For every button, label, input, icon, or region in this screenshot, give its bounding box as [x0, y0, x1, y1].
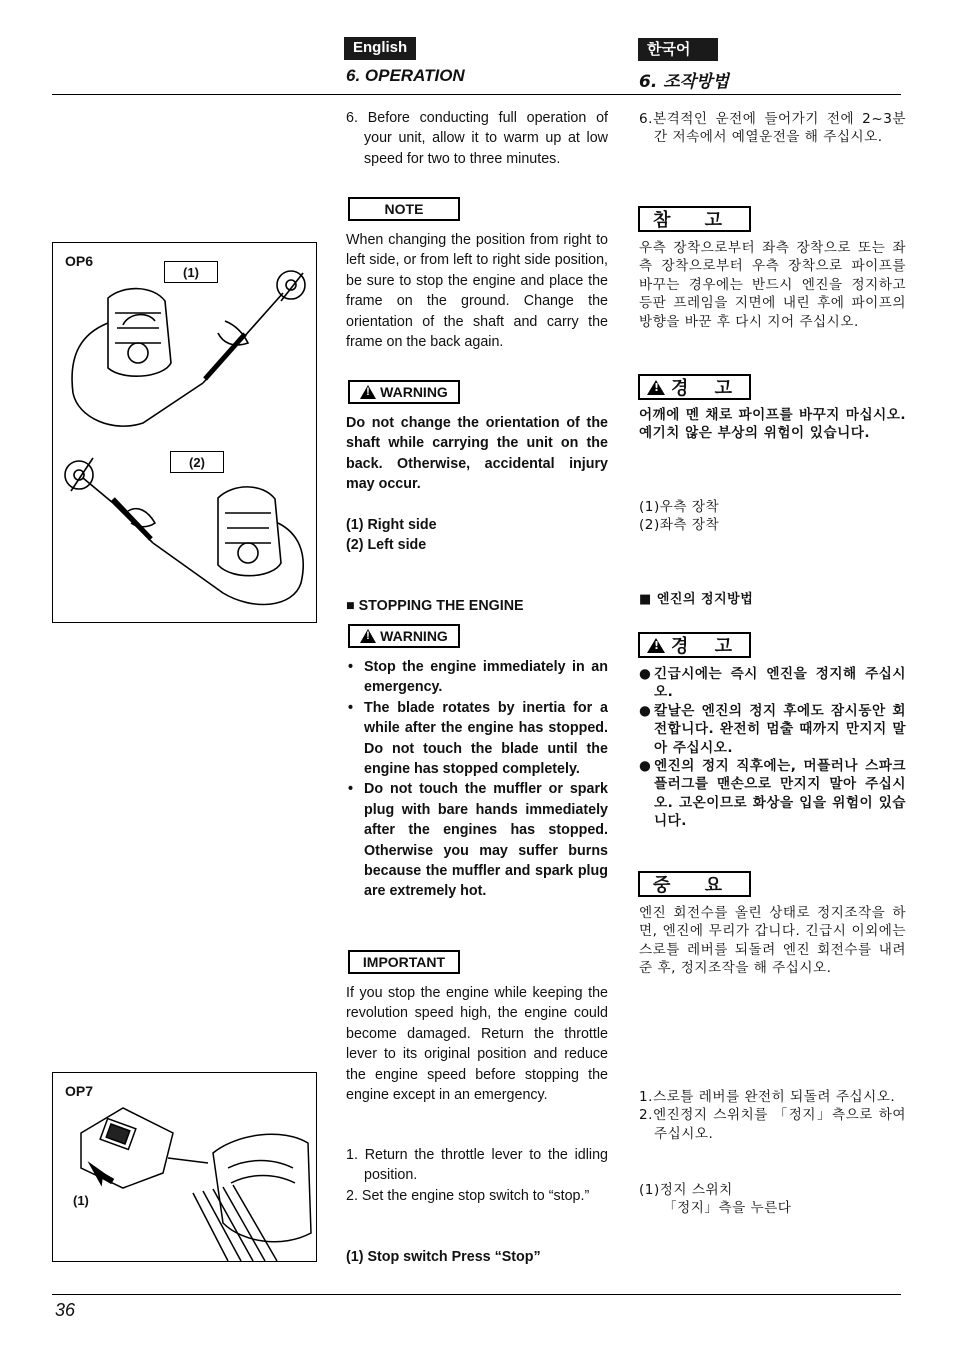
en-legend-right: (1) Right side — [346, 517, 437, 533]
page-number: 36 — [55, 1300, 76, 1320]
ko-warning-label-2: 경 고 — [670, 636, 743, 657]
ko-warning-label-1: 경 고 — [670, 378, 743, 399]
ko-warning-box-2 — [638, 632, 751, 658]
en-stopping-heading — [346, 596, 608, 616]
list-item: 1.스로틀 레버를 완전히 되돌려 주십시오. — [639, 1089, 896, 1105]
figure-op6-callout-right: (1) — [164, 261, 218, 283]
ko-note-box — [638, 206, 751, 232]
korean-section-title: 6. 조작방법 — [639, 72, 729, 92]
header-rule — [52, 94, 901, 95]
korean-language-tag: 한국어 — [638, 38, 718, 61]
backpack-brushcutter-illustration — [53, 243, 316, 622]
square-bullet-icon: ■ — [346, 598, 355, 614]
en-warning-2-list — [346, 657, 608, 902]
en-warning-box-2 — [348, 624, 460, 648]
square-bullet-icon: ■ — [639, 592, 652, 607]
ko-legend-right: (1)우측 장착 — [639, 499, 720, 515]
ko-stopping-heading-text: 엔진의 정지방법 — [656, 592, 754, 607]
figure-op6-label: OP6 — [65, 253, 94, 269]
english-section-title: 6. OPERATION — [346, 66, 465, 85]
ko-note-label: 참 고 — [652, 210, 737, 231]
english-language-tag: English — [344, 37, 416, 60]
en-warning-label-1: WARNING — [380, 384, 448, 400]
warning-triangle-icon — [360, 385, 376, 399]
list-item: • The blade rotates by inertia for a while after the engine has stopped. Do not touch the blade until the engine has stopped completely. — [348, 699, 608, 778]
warning-triangle-icon — [647, 380, 665, 395]
figure-op7-label: OP7 — [65, 1083, 94, 1099]
footer-rule — [52, 1294, 901, 1295]
list-item: ● 긴급시에는 즉시 엔진을 정지해 주십시오. — [639, 666, 906, 701]
list-item: • Stop the engine immediately in an emergency. — [348, 659, 608, 696]
en-note-box — [348, 197, 460, 221]
ko-stopping-heading — [639, 591, 906, 609]
ko-important-text: 엔진 회전수를 올린 상태로 정지조작을 하면, 엔진에 무리가 갑니다. 긴급시 이외에는 스로틀 레버를 되돌려 엔진 회전수를 내려준 후, 정지조작을 해 주십시오. — [639, 905, 906, 977]
en-warning-label-2: WARNING — [380, 628, 448, 644]
en-important-box — [348, 950, 460, 974]
en-steps — [346, 1145, 608, 1206]
list-item: 2. Set the engine stop switch to “stop.” — [346, 1187, 590, 1204]
ko-legend-left: (2)좌측 장착 — [639, 517, 720, 533]
ko-step-6 — [639, 110, 906, 147]
ko-step-6-text: 본격적인 운전에 들어가기 전에 2~3분간 저속에서 예열운전을 해 주십시오. — [652, 111, 906, 146]
en-step-6-number: 6. — [346, 110, 358, 126]
en-important-label: IMPORTANT — [362, 954, 446, 970]
list-item: • Do not touch the muffler or spark plug with bare hands immediately after the engines has stopped. Otherwise you may suffer burns because the muffler and spark plug are extremely hot. — [348, 781, 608, 900]
ko-warning-box-1 — [638, 374, 751, 400]
en-warning-box-1 — [348, 380, 460, 404]
figure-op6-callout-left: (2) — [170, 451, 224, 473]
list-item: ● 엔진의 정지 직후에는, 머플러나 스파크 플러그를 맨손으로 만지지 말아 주십시오. 고온이므로 화상을 입을 위험이 있습니다. — [639, 758, 906, 830]
stop-switch-illustration — [53, 1073, 316, 1261]
ko-step-6-number: 6. — [639, 111, 653, 127]
en-legend-left: (2) Left side — [346, 537, 427, 553]
ko-stop-switch-caption: (1)정지 스위치 「정지」측을 누른다 — [639, 1182, 792, 1217]
en-stopping-heading-text: STOPPING THE ENGINE — [358, 598, 524, 614]
list-item: 1. Return the throttle lever to the idling position. — [346, 1147, 608, 1184]
en-note-text: When changing the position from right to left side, or from left to right side position, be sure to stop the engine and place the frame on the ground. Change the orientation of the shaft and carry the frame on the back again. — [346, 232, 608, 351]
list-item: ● 칼날은 엔진의 정지 후에도 잠시동안 회전합니다. 완전히 멈출 때까지 만지지 말아 주십시오. — [639, 702, 906, 756]
ko-important-label: 중 요 — [652, 875, 737, 896]
ko-important-box — [638, 871, 751, 897]
ko-warning-1-text: 어깨에 멘 채로 파이프를 바꾸지 마십시오. 예기치 않은 부상의 위험이 있습니다. — [639, 407, 906, 442]
en-important-text: If you stop the engine while keeping the revolution speed high, the engine could become damaged. Return the throttle lever to its original position and reduce the engine speed before stopping the engine except in an emergency. — [346, 985, 608, 1104]
figure-op7-callout: (1) — [73, 1193, 89, 1208]
ko-warning-2-list — [639, 665, 906, 831]
en-note-label: NOTE — [384, 201, 424, 217]
list-item: 2.엔진정지 스위치를 「정지」측으로 하여 주십시오. — [639, 1107, 906, 1142]
warning-triangle-icon — [360, 629, 376, 643]
en-step-6 — [346, 108, 608, 169]
figure-op6 — [52, 242, 317, 623]
warning-triangle-icon — [647, 638, 665, 653]
ko-note-text: 우측 장착으로부터 좌측 장착으로 또는 좌측 장착으로부터 우측 장착으로 파이프를 바꾸는 경우에는 반드시 엔진을 정지하고 등판 프레임을 지면에 내린 후에 파이프의 방향을 바꾼 후 다시 지어 주십시오. — [639, 240, 906, 330]
figure-op7 — [52, 1072, 317, 1262]
en-stop-switch-caption: (1) Stop switch Press “Stop” — [346, 1249, 541, 1265]
ko-steps — [639, 1088, 906, 1143]
en-warning-1-text: Do not change the orientation of the shaft while carrying the unit on the back. Otherwise, accidental injury may occur. — [346, 415, 608, 493]
right-side-unit-drawing — [72, 271, 305, 426]
left-side-unit-drawing — [65, 458, 303, 604]
en-step-6-text: Before conducting full operation of your unit, allow it to warm up at low speed for two to three minutes. — [364, 110, 608, 167]
